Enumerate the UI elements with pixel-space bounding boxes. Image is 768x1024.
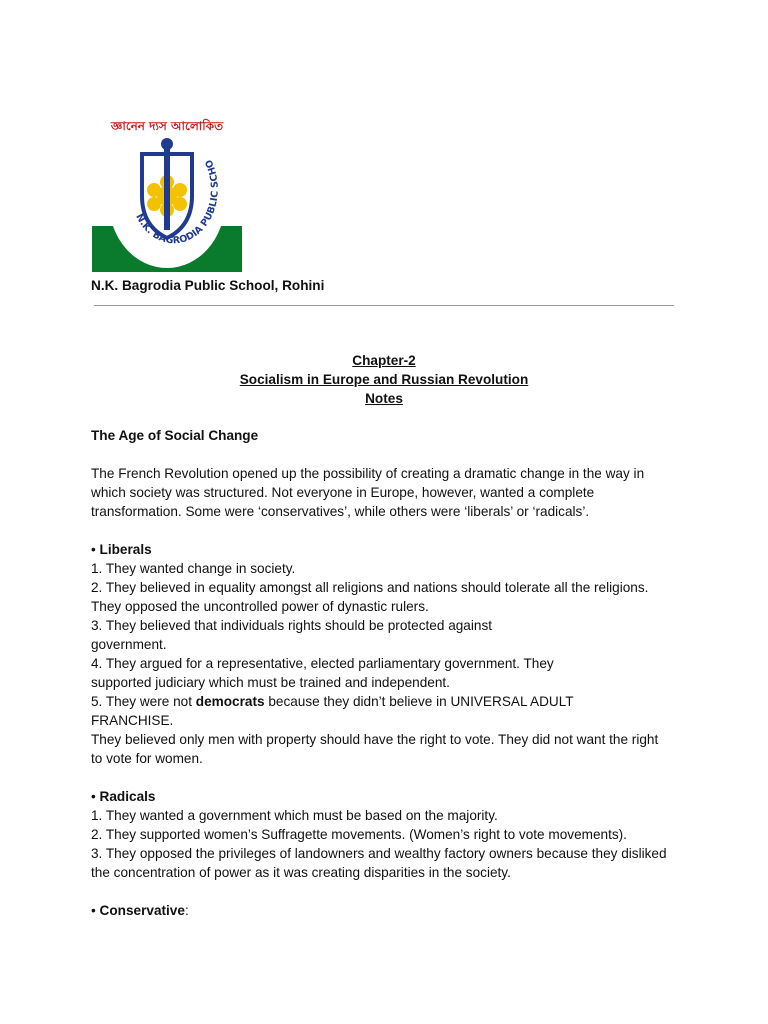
paragraph-line: The French Revolution opened up the possibility of creating a dramatic change in the way in <box>91 466 645 481</box>
list-item: the concentration of power as it was creating disparities in the society. <box>91 865 511 880</box>
list-item: 2. They believed in equality amongst all religions and nations should tolerate all the religions. <box>91 580 649 595</box>
list-item <box>91 692 691 711</box>
conservative-heading-text: Conservative <box>99 903 185 918</box>
logo-arc-text: N.K. BAGRODIA PUBLIC SCHO <box>133 157 221 247</box>
paragraph-line: transformation. Some were ‘conservatives’, while others were ‘liberals’ or ‘radicals’. <box>91 504 590 519</box>
school-emblem-icon <box>92 98 242 272</box>
list-item: 3. They believed that individuals rights should be protected against <box>91 618 493 633</box>
radicals-heading <box>91 787 691 806</box>
list-item: 4. They argued for a representative, elected parliamentary government. They <box>91 656 554 671</box>
list-item: 1. They wanted a government which must be based on the majority. <box>91 808 498 823</box>
section-heading: The Age of Social Change <box>91 428 259 443</box>
list-item: to vote for women. <box>91 751 203 766</box>
subject-title: Socialism in Europe and Russian Revolution <box>239 372 529 387</box>
conservative-heading <box>91 901 691 920</box>
logo-motto: জ্ঞানেন দ্যস আলোকিত <box>110 119 224 133</box>
point5-post: because they didn’t believe in UNIVERSAL ADULT <box>264 694 574 709</box>
bullet-icon: • <box>91 542 96 557</box>
bullet-icon: • <box>91 903 96 918</box>
list-item: 2. They supported women’s Suffragette movements. (Women’s right to vote movements). <box>91 827 627 842</box>
point5-pre: 5. They were not <box>91 694 196 709</box>
notes-title: Notes <box>365 391 403 406</box>
divider <box>94 305 674 306</box>
title-block <box>0 351 768 408</box>
list-item: 3. They opposed the privileges of landowners and wealthy factory owners because they disliked <box>91 846 667 861</box>
list-item: supported judiciary which must be trained and independent. <box>91 675 450 690</box>
list-item: They opposed the uncontrolled power of dynastic rulers. <box>91 599 429 614</box>
chapter-title: Chapter-2 <box>352 353 416 368</box>
paragraph-line: which society was structured. Not everyone in Europe, however, wanted a complete <box>91 485 595 500</box>
school-name: N.K. Bagrodia Public School, Rohini <box>91 278 325 293</box>
school-logo <box>92 98 242 272</box>
list-item: FRANCHISE. <box>91 713 174 728</box>
radicals-heading-text: Radicals <box>99 789 156 804</box>
list-item: 1. They wanted change in society. <box>91 561 296 576</box>
notes-content <box>91 426 691 920</box>
list-item: government. <box>91 637 167 652</box>
liberals-heading-text: Liberals <box>99 542 152 557</box>
bullet-icon: • <box>91 789 96 804</box>
liberals-heading <box>91 540 691 559</box>
point5-bold: democrats <box>195 694 265 709</box>
conservative-colon: : <box>184 903 189 918</box>
list-item: They believed only men with property should have the right to vote. They did not want the right <box>91 732 659 747</box>
